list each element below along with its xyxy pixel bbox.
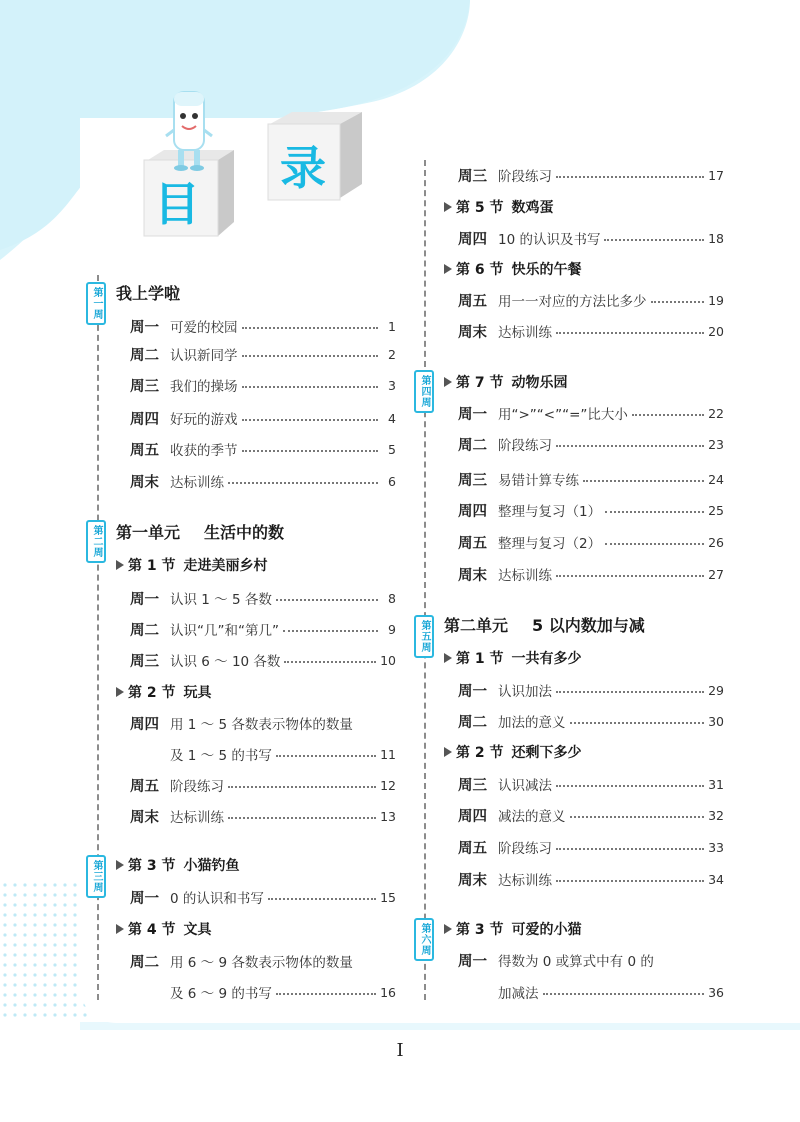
toc-text: 收获的季节 — [170, 443, 238, 459]
unit-heading — [424, 610, 645, 638]
toc-text: 达标训练 — [498, 325, 552, 341]
triangle-bullet-icon — [444, 653, 452, 663]
triangle-bullet-icon — [116, 560, 124, 570]
toc-entry[interactable] — [96, 773, 396, 797]
week-tag-2: 第二周 — [86, 520, 106, 563]
toc-text: 用一一对应的方法比多少 — [498, 294, 647, 310]
triangle-bullet-icon — [444, 377, 452, 387]
dot-leader — [556, 176, 704, 178]
unit-title: 5 以内数加与减 — [532, 615, 645, 635]
toc-page: 27 — [708, 566, 724, 582]
toc-day: 周三 — [458, 777, 487, 794]
triangle-bullet-icon — [444, 202, 452, 212]
dot-leader — [242, 450, 379, 452]
toc-text: 达标训练 — [170, 475, 224, 491]
triangle-bullet-icon — [116, 860, 124, 870]
toc-day: 周五 — [458, 293, 487, 310]
toc-text: 用 1 ～ 5 各数表示物体的数量 — [170, 717, 353, 733]
toc-day: 周一 — [130, 591, 159, 608]
section-title: 还剩下多少 — [511, 745, 582, 761]
toc-entry[interactable] — [96, 617, 396, 641]
toc-day: 周五 — [458, 535, 487, 552]
toc-entry[interactable] — [424, 835, 724, 859]
dot-leader — [242, 355, 379, 357]
toc-text: 及 6 ～ 9 的书写 — [170, 986, 272, 1002]
week-tag-1: 第一周 — [86, 282, 106, 325]
toc-page: 12 — [380, 777, 396, 793]
toc-entry[interactable] — [96, 469, 396, 493]
triangle-bullet-icon — [116, 687, 124, 697]
toc-entry[interactable] — [96, 711, 396, 735]
toc-page: 15 — [380, 889, 396, 905]
dot-leader — [228, 786, 376, 788]
section-heading[interactable] — [424, 195, 554, 219]
toc-text: 阶段练习 — [498, 841, 552, 857]
toc-page: 23 — [708, 436, 724, 452]
unit-number: 第二单元 — [444, 615, 509, 635]
toc-entry[interactable] — [424, 467, 724, 491]
toc-day: 周三 — [458, 168, 487, 185]
toc-day: 周一 — [458, 683, 487, 700]
section-number: 第 5 节 — [456, 200, 504, 216]
section-heading[interactable] — [96, 853, 240, 877]
dot-leader — [583, 480, 704, 482]
dot-leader — [242, 327, 379, 329]
toc-page: 32 — [708, 807, 724, 823]
toc-text: 我们的操场 — [170, 379, 238, 395]
toc-text: 10 的认识及书写 — [498, 232, 601, 248]
toc-text: 易错计算专练 — [498, 473, 579, 489]
toc-day: 周末 — [458, 324, 487, 341]
page-number: I — [396, 1040, 404, 1061]
toc-day: 周末 — [458, 567, 487, 584]
toc-entry[interactable] — [424, 163, 724, 187]
toc-day: 周五 — [130, 778, 159, 795]
dot-leader — [556, 691, 704, 693]
toc-entry[interactable] — [424, 319, 724, 343]
section-heading[interactable] — [96, 917, 212, 941]
section-heading[interactable] — [424, 740, 582, 764]
unit-title: 我上学啦 — [116, 283, 181, 303]
toc-page: 2 — [388, 346, 396, 362]
toc-entry[interactable] — [96, 373, 396, 397]
toc-entry-continuation[interactable] — [96, 980, 396, 1004]
dot-leader — [228, 817, 376, 819]
week-tag-5: 第五周 — [414, 615, 434, 658]
toc-entry[interactable] — [96, 314, 396, 338]
toc-day: 周三 — [458, 472, 487, 489]
dot-leader — [651, 301, 705, 303]
triangle-bullet-icon — [444, 747, 452, 757]
toc-entry-continuation[interactable] — [96, 742, 396, 766]
toc-page: 6 — [388, 473, 396, 489]
toc-entry[interactable] — [424, 498, 724, 522]
toc-entry[interactable] — [424, 772, 724, 796]
toc-page: 22 — [708, 405, 724, 421]
toc-day: 周一 — [130, 319, 159, 336]
toc-text: 及 1 ～ 5 的书写 — [170, 748, 272, 764]
toc-day: 周二 — [130, 954, 159, 971]
toc-text: 阶段练习 — [498, 169, 552, 185]
toc-entry-continuation[interactable] — [424, 980, 724, 1004]
toc-entry[interactable] — [424, 562, 724, 586]
toc-text: 达标训练 — [498, 568, 552, 584]
toc-day: 周二 — [458, 437, 487, 454]
toc-page: 11 — [380, 746, 396, 762]
toc-page: 30 — [708, 713, 724, 729]
toc-text: 0 的认识和书写 — [170, 891, 264, 907]
toc-text: 认识 6 ～ 10 各数 — [170, 654, 281, 670]
toc-entry[interactable] — [424, 803, 724, 827]
toc-text: 认识“几”和“第几” — [170, 623, 279, 639]
toc-entry[interactable] — [424, 288, 724, 312]
eraser-mascot-icon — [164, 86, 214, 176]
toc-entry[interactable] — [96, 586, 396, 610]
toc-entry[interactable] — [424, 867, 724, 891]
toc-day: 周四 — [130, 716, 159, 733]
section-number: 第 1 节 — [128, 558, 176, 574]
section-heading[interactable] — [424, 370, 568, 394]
section-heading[interactable] — [424, 917, 582, 941]
unit-title: 生活中的数 — [204, 522, 285, 542]
dot-leader — [570, 722, 705, 724]
section-number: 第 7 节 — [456, 375, 504, 391]
toc-day: 周三 — [130, 653, 159, 670]
dot-leader — [242, 386, 379, 388]
section-number: 第 4 节 — [128, 922, 176, 938]
toc-entry[interactable] — [424, 226, 724, 250]
toc-page: 1 — [388, 318, 396, 334]
toc-text: 减法的意义 — [498, 809, 566, 825]
unit-heading — [96, 278, 180, 306]
toc-entry[interactable] — [424, 432, 724, 456]
toc-entry[interactable] — [424, 678, 724, 702]
toc-day: 周一 — [130, 890, 159, 907]
toc-day: 周五 — [130, 442, 159, 459]
toc-entry[interactable] — [96, 804, 396, 828]
toc-text: 整理与复习（2） — [498, 536, 602, 552]
section-number: 第 6 节 — [456, 262, 504, 278]
toc-text: 阶段练习 — [498, 438, 552, 454]
toc-text: 达标训练 — [170, 810, 224, 826]
toc-entry[interactable] — [96, 885, 396, 909]
dot-leader — [556, 575, 704, 577]
unit-heading — [96, 517, 284, 545]
section-title: 文具 — [183, 922, 212, 938]
section-heading[interactable] — [96, 680, 212, 704]
dot-leader — [276, 755, 376, 757]
triangle-bullet-icon — [116, 924, 124, 934]
toc-text: 可爱的校园 — [170, 320, 238, 336]
toc-day: 周四 — [458, 808, 487, 825]
cube-left-char: 目 — [154, 177, 200, 231]
section-heading[interactable] — [96, 553, 268, 577]
section-heading[interactable] — [424, 646, 582, 670]
toc-entry[interactable] — [96, 648, 396, 672]
toc-text: 阶段练习 — [170, 779, 224, 795]
dot-leader — [556, 445, 704, 447]
triangle-bullet-icon — [444, 924, 452, 934]
section-heading[interactable] — [424, 257, 582, 281]
toc-page: 26 — [708, 534, 724, 550]
toc-page: 18 — [708, 230, 724, 246]
cube-right-char: 录 — [280, 141, 326, 195]
dot-leader — [605, 543, 704, 545]
section-title: 快乐的午餐 — [511, 262, 582, 278]
section-title: 可爱的小猫 — [511, 922, 582, 938]
toc-page: 29 — [708, 682, 724, 698]
section-number: 第 2 节 — [128, 685, 176, 701]
toc-page: 17 — [708, 167, 724, 183]
toc-entry[interactable] — [424, 530, 724, 554]
unit-number: 第一单元 — [116, 522, 181, 542]
section-number: 第 3 节 — [456, 922, 504, 938]
toc-day: 周末 — [130, 809, 159, 826]
toc-day: 周四 — [130, 411, 159, 428]
dot-leader — [242, 419, 379, 421]
dot-leader — [605, 511, 704, 513]
section-title: 一共有多少 — [511, 651, 582, 667]
dot-leader — [268, 898, 376, 900]
section-title: 走进美丽乡村 — [183, 558, 268, 574]
toc-page: 5 — [388, 441, 396, 457]
toc-day: 周一 — [458, 953, 487, 970]
toc-day: 周四 — [458, 503, 487, 520]
toc-day: 周二 — [458, 714, 487, 731]
toc-page: 36 — [708, 984, 724, 1000]
toc-text: 认识 1 ～ 5 各数 — [170, 592, 272, 608]
toc-text: 用“>”“<”“=”比大小 — [498, 407, 628, 423]
toc-page: 34 — [708, 871, 724, 887]
toc-entry[interactable] — [424, 709, 724, 733]
toc-day: 周二 — [130, 622, 159, 639]
toc-entry[interactable] — [96, 342, 396, 366]
toc-page: 13 — [380, 808, 396, 824]
dot-leader — [276, 599, 378, 601]
toc-entry[interactable] — [424, 948, 724, 972]
dot-leader — [283, 630, 378, 632]
toc-text: 加减法 — [498, 986, 539, 1002]
dot-leader — [570, 816, 705, 818]
toc-page: 16 — [380, 984, 396, 1000]
dot-leader — [543, 993, 705, 995]
dot-leader — [228, 482, 378, 484]
toc-page: 31 — [708, 776, 724, 792]
toc-text: 加法的意义 — [498, 715, 566, 731]
toc-page: 19 — [708, 292, 724, 308]
week-tag-6: 第六周 — [414, 918, 434, 961]
toc-text: 认识加法 — [498, 684, 552, 700]
toc-text: 好玩的游戏 — [170, 412, 238, 428]
toc-day: 周末 — [130, 474, 159, 491]
toc-page: 3 — [388, 377, 396, 393]
week-tag-3: 第三周 — [86, 855, 106, 898]
toc-page: 4 — [388, 410, 396, 426]
section-title: 动物乐园 — [511, 375, 568, 391]
toc-entry[interactable] — [424, 401, 724, 425]
toc-text: 得数为 0 或算式中有 0 的 — [498, 954, 654, 970]
dot-leader — [556, 785, 704, 787]
toc-day: 周五 — [458, 840, 487, 857]
toc-page: 9 — [388, 621, 396, 637]
toc-day: 周四 — [458, 231, 487, 248]
toc-page: 20 — [708, 323, 724, 339]
toc-day: 周三 — [130, 378, 159, 395]
dot-leader — [276, 993, 376, 995]
dot-leader — [556, 332, 704, 334]
toc-entry[interactable] — [96, 406, 396, 430]
toc-text: 达标训练 — [498, 873, 552, 889]
dot-leader — [632, 414, 704, 416]
dot-leader — [604, 239, 704, 241]
toc-entry[interactable] — [96, 949, 396, 973]
toc-day: 周一 — [458, 406, 487, 423]
toc-page: 8 — [388, 590, 396, 606]
week-tag-4: 第四周 — [414, 370, 434, 413]
section-number: 第 2 节 — [456, 745, 504, 761]
triangle-bullet-icon — [444, 264, 452, 274]
dot-leader — [556, 848, 704, 850]
section-title: 玩具 — [183, 685, 212, 701]
toc-day: 周二 — [130, 347, 159, 364]
toc-day: 周末 — [458, 872, 487, 889]
toc-entry[interactable] — [96, 437, 396, 461]
toc-text: 认识新同学 — [170, 348, 238, 364]
toc-page: 33 — [708, 839, 724, 855]
section-title: 小猫钓鱼 — [183, 858, 240, 874]
toc-page: 24 — [708, 471, 724, 487]
dot-leader — [284, 661, 376, 663]
section-title: 数鸡蛋 — [511, 200, 554, 216]
section-number: 第 1 节 — [456, 651, 504, 667]
toc-text: 用 6 ～ 9 各数表示物体的数量 — [170, 955, 353, 971]
toc-text: 整理与复习（1） — [498, 504, 602, 520]
toc-page: 25 — [708, 502, 724, 518]
section-number: 第 3 节 — [128, 858, 176, 874]
dot-leader — [556, 880, 704, 882]
toc-text: 认识减法 — [498, 778, 552, 794]
toc-page: 10 — [380, 652, 396, 668]
